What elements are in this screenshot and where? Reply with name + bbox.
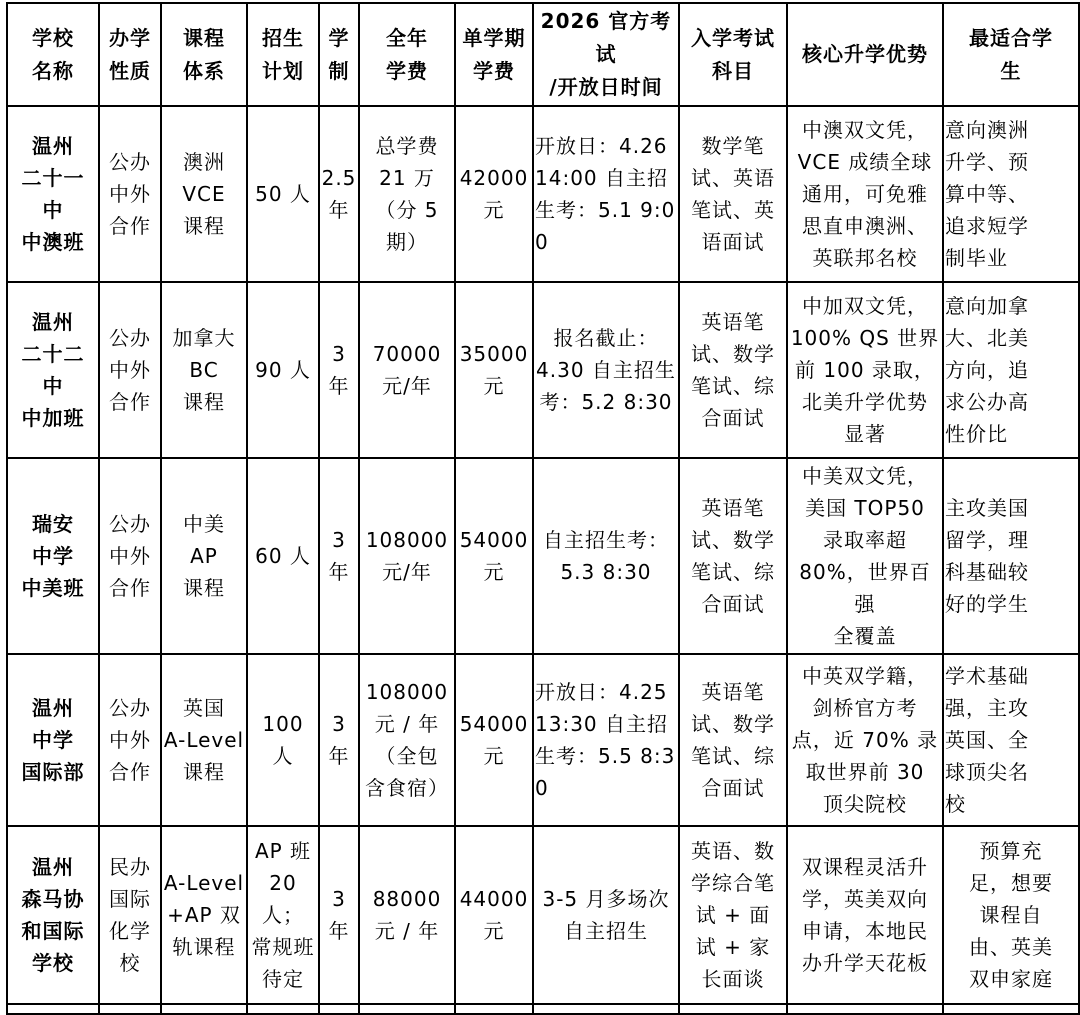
school-nature: 公办 中外 合作 (99, 654, 161, 826)
annual-fee: 108000 元 / 年 （全包 含食宿） (359, 654, 455, 826)
core-advantage: 中加双文凭， 100% QS 世界 前 100 录取， 北美升学优势 显著 (787, 282, 943, 458)
school-years: 3 年 (319, 654, 359, 826)
exam-time: 开放日：4.26 14:00 自主招 生考：5.1 9:00 (533, 106, 679, 282)
enrollment-plan: AP 班 20 人； 常规班 待定 (247, 826, 319, 1004)
header-semester-fee: 单学期 学费 (455, 3, 533, 106)
semester-fee: 35000 元 (455, 282, 533, 458)
semester-fee: 44000 元 (455, 826, 533, 1004)
school-name: 温州 森马协 和国际 学校 (7, 826, 99, 1004)
exam-subjects: 英语、数 学综合笔 试 + 面 试 + 家 长面谈 (679, 826, 787, 1004)
school-name: 温州 二十二 中 中加班 (7, 282, 99, 458)
enrollment-plan: 50 人 (247, 106, 319, 282)
suitable-students: 学术基础 强，主攻 英国、全 球顶尖名 校 (943, 654, 1079, 826)
school-name: 瑞安 中学 中美班 (7, 458, 99, 654)
core-advantage: 中美双文凭， 美国 TOP50 录取率超 80%，世界百强 全覆盖 (787, 458, 943, 654)
semester-fee: 54000 元 (455, 654, 533, 826)
header-row (7, 3, 1079, 106)
school-comparison-table (6, 2, 1080, 1015)
exam-time: 自主招生考： 5.3 8:30 (533, 458, 679, 654)
school-nature: 公办 中外 合作 (99, 282, 161, 458)
header-annual-fee: 全年 学费 (359, 3, 455, 106)
core-advantage: 中澳双文凭， VCE 成绩全球 通用，可免雅 思直申澳洲、 英联邦名校 (787, 106, 943, 282)
school-years: 2.5 年 (319, 106, 359, 282)
suitable-students: 预算充 足，想要 课程自 由、英美 双申家庭 (943, 826, 1079, 1004)
header-nature: 办学 性质 (99, 3, 161, 106)
header-exam-time: 2026 官方考试 /开放日时间 (533, 3, 679, 106)
semester-fee: 42000 元 (455, 106, 533, 282)
suitable-students: 意向澳洲 升学、预 算中等、 追求短学 制毕业 (943, 106, 1079, 282)
table-row (7, 282, 1079, 458)
core-advantage: 双课程灵活升 学，英美双向 申请，本地民 办升学天花板 (787, 826, 943, 1004)
table-row-partial (7, 1004, 1079, 1014)
exam-subjects: 英语笔 试、数学 笔试、综 合面试 (679, 458, 787, 654)
school-nature: 民办 国际 化学 校 (99, 826, 161, 1004)
enrollment-plan: 60 人 (247, 458, 319, 654)
exam-subjects: 英语笔 试、数学 笔试、综 合面试 (679, 654, 787, 826)
semester-fee: 54000 元 (455, 458, 533, 654)
exam-time: 报名截止： 4.30 自主招生 考：5.2 8:30 (533, 282, 679, 458)
header-plan: 招生 计划 (247, 3, 319, 106)
header-years: 学 制 (319, 3, 359, 106)
header-course: 课程 体系 (161, 3, 247, 106)
annual-fee: 70000 元/年 (359, 282, 455, 458)
annual-fee: 88000 元 / 年 (359, 826, 455, 1004)
suitable-students: 主攻美国 留学，理 科基础较 好的学生 (943, 458, 1079, 654)
school-years: 3 年 (319, 458, 359, 654)
enrollment-plan: 100 人 (247, 654, 319, 826)
exam-subjects: 英语笔 试、数学 笔试、综 合面试 (679, 282, 787, 458)
annual-fee: 108000 元/年 (359, 458, 455, 654)
header-advantage: 核心升学优势 (787, 3, 943, 106)
course-system: A-Level +AP 双 轨课程 (161, 826, 247, 1004)
header-suitable: 最适合学 生 (943, 3, 1079, 106)
course-system: 中美 AP 课程 (161, 458, 247, 654)
exam-time: 开放日：4.25 13:30 自主招 生考：5.5 8:30 (533, 654, 679, 826)
exam-time: 3-5 月多场次 自主招生 (533, 826, 679, 1004)
annual-fee: 总学费 21 万 （分 5 期） (359, 106, 455, 282)
course-system: 澳洲 VCE 课程 (161, 106, 247, 282)
table-row (7, 106, 1079, 282)
school-name: 温州 中学 国际部 (7, 654, 99, 826)
header-subjects: 入学考试 科目 (679, 3, 787, 106)
core-advantage: 中英双学籍， 剑桥官方考 点，近 70% 录 取世界前 30 顶尖院校 (787, 654, 943, 826)
table-row (7, 654, 1079, 826)
school-years: 3 年 (319, 282, 359, 458)
suitable-students: 意向加拿 大、北美 方向，追 求公办高 性价比 (943, 282, 1079, 458)
school-nature: 公办 中外 合作 (99, 458, 161, 654)
school-name: 温州 二十一 中 中澳班 (7, 106, 99, 282)
course-system: 英国 A-Level 课程 (161, 654, 247, 826)
exam-subjects: 数学笔 试、英语 笔试、英 语面试 (679, 106, 787, 282)
enrollment-plan: 90 人 (247, 282, 319, 458)
school-years: 3 年 (319, 826, 359, 1004)
table-row (7, 826, 1079, 1004)
school-nature: 公办 中外 合作 (99, 106, 161, 282)
course-system: 加拿大 BC 课程 (161, 282, 247, 458)
header-school-name: 学校 名称 (7, 3, 99, 106)
table-row (7, 458, 1079, 654)
